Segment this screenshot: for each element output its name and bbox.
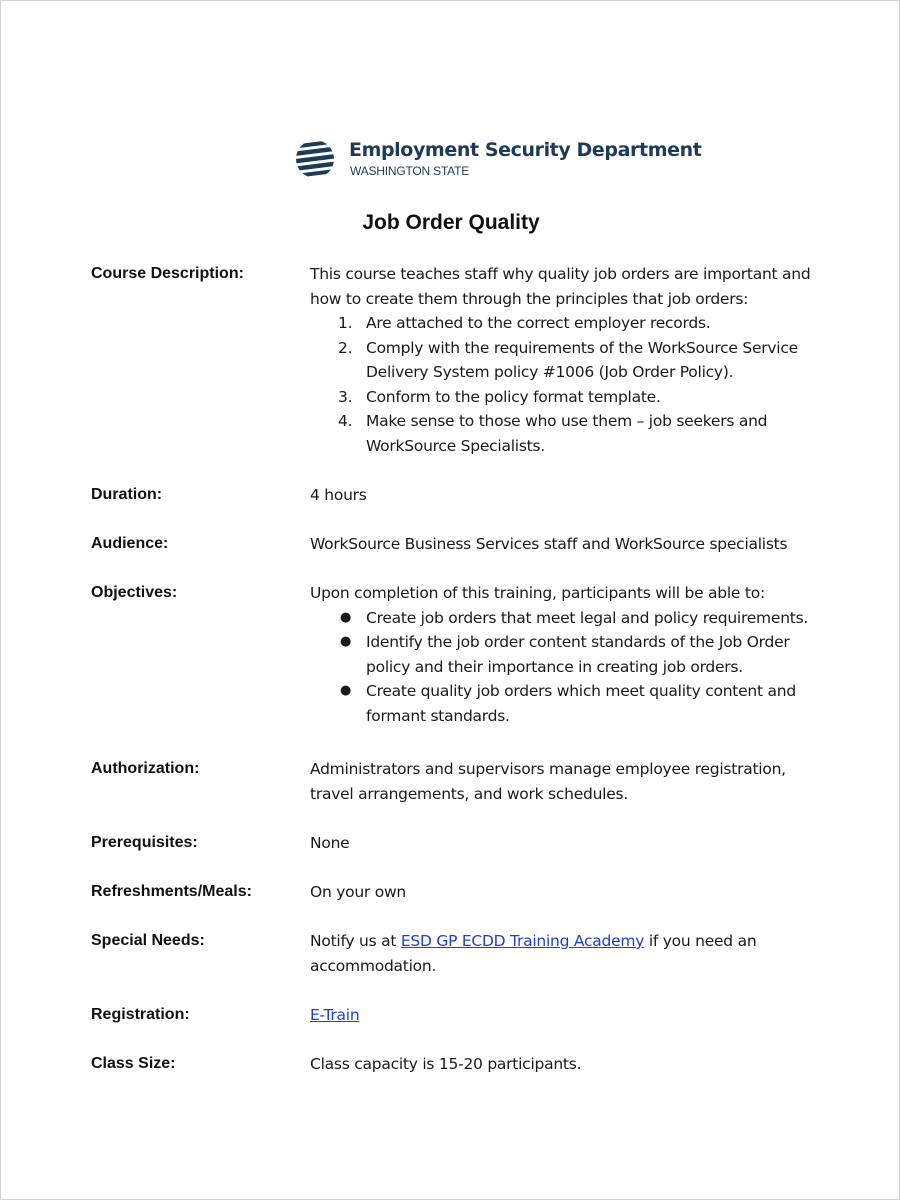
- course-description-intro: This course teaches staff why quality job orders are important and how to create them through the principles that job orders:: [310, 265, 811, 308]
- list-item-text: Create job orders that meet legal and policy requirements.: [366, 608, 809, 627]
- authorization-value: Administrators and supervisors manage employee registration, travel arrangements, and work schedules.: [310, 760, 786, 803]
- course-description-value: [310, 262, 830, 458]
- refreshments-value: On your own: [310, 883, 406, 901]
- duration-value: 4 hours: [310, 486, 367, 504]
- esd-stripes-logo-icon: [291, 139, 339, 179]
- list-number: 3.: [338, 387, 353, 406]
- registration-value: [310, 1003, 830, 1028]
- duration-label: Duration:: [91, 486, 163, 503]
- list-item-text: Make sense to those who use them – job seekers and WorkSource Specialists.: [366, 412, 768, 455]
- list-item: [310, 311, 830, 336]
- special-needs-suffix: if you need an accommodation.: [310, 932, 757, 975]
- list-item-text: Create quality job orders which meet quality content and formant standards.: [366, 682, 796, 725]
- e-train-link[interactable]: E-Train: [310, 1006, 360, 1024]
- prerequisites-value: None: [310, 834, 350, 852]
- audience-value: WorkSource Business Services staff and WorkSource specialists: [310, 535, 788, 553]
- objectives-intro: Upon completion of this training, participants will be able to:: [310, 584, 765, 602]
- registration-label: Registration:: [91, 1006, 190, 1023]
- authorization-label: Authorization:: [91, 760, 200, 777]
- objectives-list: [310, 606, 830, 729]
- list-item: [310, 409, 830, 458]
- objectives-value: [310, 581, 830, 728]
- audience-label: Audience:: [91, 535, 169, 552]
- list-item: [310, 336, 830, 385]
- list-item: [310, 385, 830, 410]
- course-description-label: Course Description:: [91, 265, 244, 282]
- list-item-text: Identify the job order content standards of the Job Order policy and their importance in creating job orders.: [366, 633, 790, 676]
- org-subtitle: WASHINGTON STATE: [350, 164, 470, 178]
- list-number: 4.: [338, 412, 353, 430]
- list-item-text: Comply with the requirements of the WorkSource Service Delivery System policy #1006 (Job Order Policy).: [366, 338, 798, 381]
- class-size-label: Class Size:: [91, 1055, 176, 1072]
- document-title: Job Order Quality: [362, 211, 540, 234]
- training-academy-link[interactable]: ESD GP ECDD Training Academy: [400, 932, 645, 950]
- list-item: [310, 679, 830, 728]
- list-number: 2.: [338, 338, 353, 357]
- list-number: 1.: [338, 314, 353, 332]
- class-size-value: Class capacity is 15-20 participants.: [310, 1055, 582, 1073]
- list-item-text: Are attached to the correct employer records.: [366, 314, 711, 332]
- principles-list: [310, 311, 830, 458]
- list-item: [310, 630, 830, 679]
- bullet-icon: ●: [340, 634, 352, 649]
- special-needs-label: Special Needs:: [91, 932, 205, 949]
- list-item-text: Conform to the policy format template.: [366, 387, 661, 406]
- objectives-label: Objectives:: [91, 584, 178, 601]
- list-item: [310, 606, 830, 631]
- refreshments-label: Refreshments/Meals:: [91, 883, 252, 900]
- org-name: Employment Security Department: [349, 139, 702, 161]
- bullet-icon: ●: [340, 609, 352, 625]
- prerequisites-label: Prerequisites:: [91, 834, 198, 851]
- special-needs-prefix: Notify us at: [310, 932, 397, 950]
- bullet-icon: ●: [340, 683, 352, 698]
- special-needs-value: [310, 929, 830, 978]
